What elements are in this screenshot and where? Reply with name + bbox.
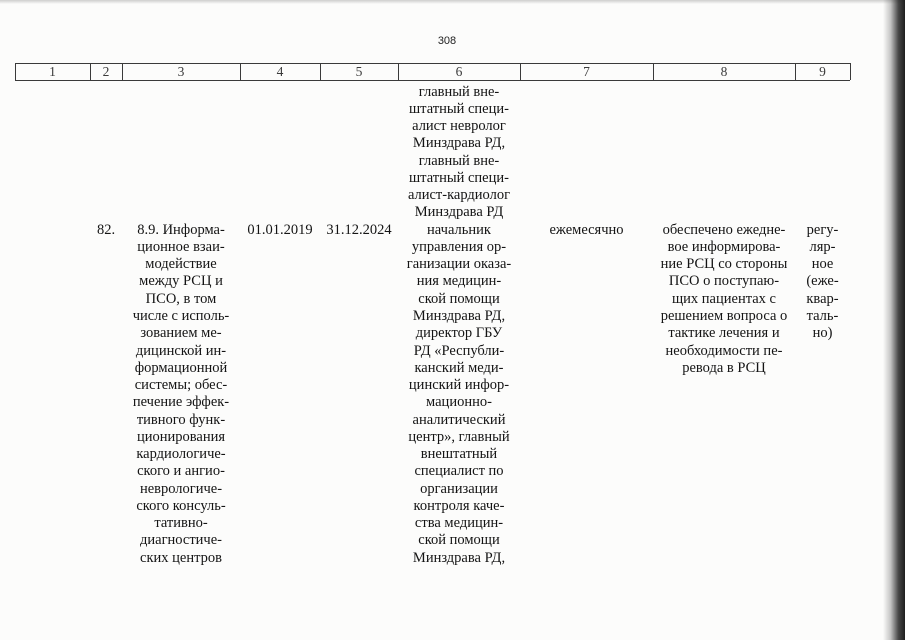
table-header-bottom-rule	[15, 80, 850, 81]
row-responsible: начальник управления ор- ганизации оказа- ния медицин- ской помощи Минздрава РД, директор ГБУ РД «Республи- канский меди- цинский инфор- мационно- аналитический центр», главный внештатный специалист по организации контроля каче- ства медицин- ской помощи Минздрава РД,	[406, 221, 512, 566]
header-column-1: 1	[49, 64, 56, 79]
scan-right-edge-shadow	[883, 0, 905, 640]
header-column-2: 2	[102, 64, 110, 79]
header-column-8: 8	[720, 64, 728, 79]
row-result: обеспечено ежедне- вое информирова- ние РСЦ со стороны ПСО о поступаю- щих пациентах с решением вопроса о тактике лечения и необходимости пе- ревода в РСЦ	[660, 221, 788, 376]
row-end-date: 31.12.2024	[326, 221, 392, 238]
header-column-5: 5	[355, 64, 363, 79]
header-column-6: 6	[455, 64, 463, 79]
header-column-4: 4	[276, 64, 284, 79]
header-column-9: 9	[819, 64, 826, 79]
scan-top-shadow	[0, 0, 905, 4]
header-column-7: 7	[583, 64, 590, 79]
column-divider	[850, 63, 851, 80]
header-column-3: 3	[177, 64, 185, 79]
previous-row-responsible-continuation: главный вне- штатный специ- алист невролог Минздрава РД, главный вне- штатный специ- алист-кардиолог Минздрава РД	[407, 83, 511, 221]
row-frequency: ежемесячно	[549, 221, 624, 238]
row-measure: 8.9. Информа- ционное взаи- модействие между РСЦ и ПСО, в том числе с исполь- зованием ме- дицинской ин- формационной системы; обес- печение эффек- тивного функ- ционирования кардиологиче- ского и ангио- неврологиче- ского консуль- тативно- диагностиче- ских центров	[132, 221, 230, 566]
row-reporting: регу- ляр- ное (еже- квар- таль- но)	[806, 221, 839, 342]
row-number: 82.	[96, 221, 116, 238]
page-number: 308	[437, 35, 457, 47]
row-start-date: 01.01.2019	[247, 221, 313, 238]
